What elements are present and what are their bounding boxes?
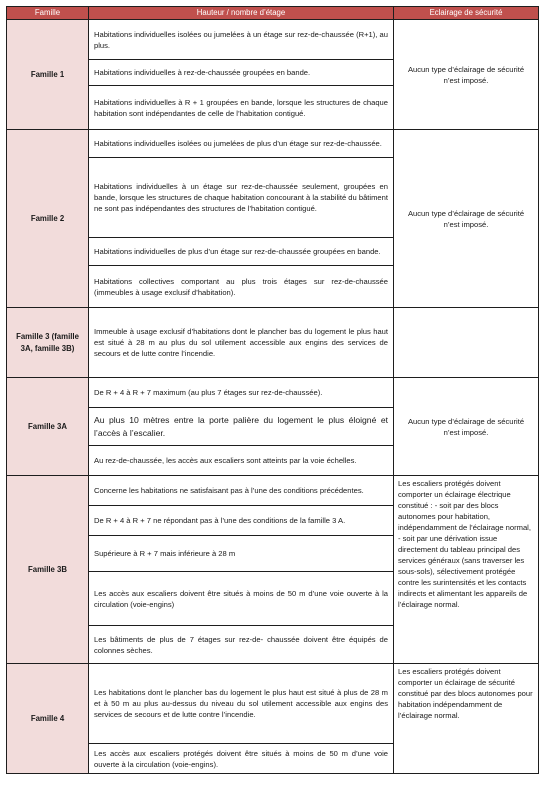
hauteur-cell: De R + 4 à R + 7 maximum (au plus 7 étages sur rez-de-chaussée).: [89, 378, 394, 408]
header-row: [7, 7, 539, 20]
hauteur-cell: Habitations individuelles de plus d’un étage sur rez-de-chaussée groupées en bande.: [89, 238, 394, 266]
table-row: [7, 378, 539, 408]
hauteur-cell: Habitations individuelles isolées ou jumelées à un étage sur rez-de-chaussée (R+1), au plus.: [89, 20, 394, 60]
header-eclairage: Eclairage de sécurité: [394, 7, 539, 20]
hauteur-cell: Les accès aux escaliers doivent être situés à moins de 50 m d’une voie ouverte à la circulation (voie-engins): [89, 572, 394, 626]
header-famille: Famille: [7, 7, 89, 20]
hauteur-cell: Les bâtiments de plus de 7 étages sur rez-de- chaussée doivent être équipés de colonnes sèches.: [89, 626, 394, 664]
hauteur-cell: Supérieure à R + 7 mais inférieure à 28 m: [89, 536, 394, 572]
eclairage-cell: Aucun type d’éclairage de sécurité n’est imposé.: [394, 378, 539, 476]
eclairage-cell: Les escaliers protégés doivent comporter un éclairage de sécurité constitué par des blocs autonomes pour habitation indépendamment de l’éclairage normal.: [394, 664, 539, 774]
eclairage-cell: Aucun type d’éclairage de sécurité n’est imposé.: [394, 130, 539, 308]
hauteur-cell: Habitations individuelles à rez-de-chaussée groupées en bande.: [89, 60, 394, 86]
hauteur-cell: Les habitations dont le plancher bas du logement le plus haut est situé à plus de 28 m et à 50 m au plus au-dessus du niveau du sol utilement accessible aux engins des services de secours et de lutte contre l’incendie.: [89, 664, 394, 744]
eclairage-cell: Aucun type d’éclairage de sécurité n’est imposé.: [394, 20, 539, 130]
hauteur-cell: Immeuble à usage exclusif d’habitations dont le plancher bas du logement le plus haut est situé à 28 m au plus du sol utilement accessible aux engins des services de secours et de lutte contre l’incendie.: [89, 308, 394, 378]
table-row: [7, 664, 539, 744]
hauteur-cell: Habitations individuelles à un étage sur rez-de-chaussée seulement, groupées en bande, lorsque les structures de chaque habitation concourant à la stabilité du bâtiment ne sont pas indépendantes des structures de l’habitation contigué.: [89, 158, 394, 238]
hauteur-cell: Habitations individuelles à R + 1 groupées en bande, lorsque les structures de chaque habitation sont indépendantes de celle de l’habitation contigué.: [89, 86, 394, 130]
famille-3a-cell: Famille 3A: [7, 378, 89, 476]
safety-lighting-table: [6, 6, 539, 774]
hauteur-cell: Au plus 10 mètres entre la porte palière du logement le plus éloigné et l’accès à l’escalier.: [89, 408, 394, 446]
header-hauteur: Hauteur / nombre d’étage: [89, 7, 394, 20]
table-row: [7, 476, 539, 506]
famille-2-cell: Famille 2: [7, 130, 89, 308]
hauteur-cell: De R + 4 à R + 7 ne répondant pas à l’une des conditions de la famille 3 A.: [89, 506, 394, 536]
famille-3-cell: Famille 3 (famille 3A, famille 3B): [7, 308, 89, 378]
hauteur-cell: Habitations individuelles isolées ou jumelées de plus d’un étage sur rez-de-chaussée.: [89, 130, 394, 158]
famille-4-cell: Famille 4: [7, 664, 89, 774]
hauteur-cell: Concerne les habitations ne satisfaisant pas à l’une des conditions précédentes.: [89, 476, 394, 506]
table-row: [7, 130, 539, 158]
hauteur-cell: Habitations collectives comportant au plus trois étages sur rez-de-chaussée (immeubles à usage exclusif d’habitation).: [89, 266, 394, 308]
famille-3b-cell: Famille 3B: [7, 476, 89, 664]
eclairage-cell: [394, 308, 539, 378]
famille-1-cell: Famille 1: [7, 20, 89, 130]
hauteur-cell: Au rez-de-chaussée, les accès aux escaliers sont atteints par la voie échelles.: [89, 446, 394, 476]
eclairage-cell: Les escaliers protégés doivent comporter un éclairage électrique constitué : - soit par des blocs autonomes pour habitation, indépendamment de l’éclairage normal, - soit par une dérivation issue directement du tableau principal des services généraux (sans traverser les sous-sols), sélectivement protégée contre les surintensités et les contacts indirects et alimentant les appareils de l’éclairage normal.: [394, 476, 539, 664]
table-row: [7, 308, 539, 378]
document-page: [6, 6, 538, 774]
hauteur-cell: Les accès aux escaliers protégés doivent être situés à moins de 50 m d’une voie ouverte à la circulation (voie-engins).: [89, 744, 394, 774]
table-row: [7, 20, 539, 60]
